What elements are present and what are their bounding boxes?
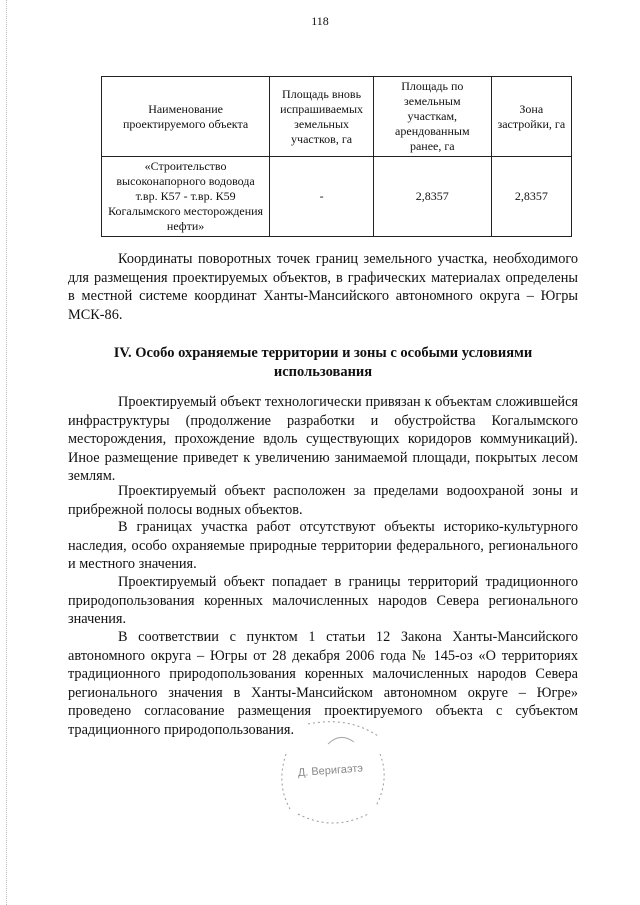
signature-stamp — [268, 714, 398, 834]
table-row — [102, 157, 572, 237]
page-number: 118 — [311, 14, 329, 28]
paragraph-water-zone: Проектируемый объект расположен за пределами водоохраной зоны и прибрежной полосы водных объектов. — [68, 483, 578, 518]
section-title — [68, 344, 578, 382]
coordinates-paragraph: Координаты поворотных точек границ земельного участка, необходимого для размещения проектируемых объектов, в графических материалах определены в местной системе координат Ханты-Мансийского автономного округа – Югры МСК-86. — [68, 251, 578, 323]
cell-leased-area: 2,8357 — [373, 157, 491, 237]
paragraph-infrastructure: Проектируемый объект технологически привязан к объектам сложившейся инфраструктуры (продолжение разработки и обустройства Когалымского месторождения, прохождение вдоль существующих коридоров коммуникаций). Иное размещение приведет к увеличению занимаемой площади, покрытых лесом землям. — [68, 394, 578, 485]
cell-object-name: «Строительство высоконапорного водовода т.вр. К57 - т.вр. К59 Когалымского месторождения нефти» — [102, 157, 270, 237]
stamp-text: Д. Веригаэтэ — [297, 762, 364, 780]
header-leased-area: Площадь по земельным участкам, арендованным ранее, га — [373, 77, 491, 157]
section-title-line-2: использования — [273, 364, 373, 380]
header-new-area: Площадь вновь испрашиваемых земельных участков, га — [270, 77, 374, 157]
paragraph-law-reference: В соответствии с пунктом 1 статьи 12 Закона Ханты-Мансийского автономного округа – Югры от 28 декабря 2006 года № 145-оз «О территориях традиционного природопользования коренных малочисленных народов Севера регионального значения в Ханты-Мансийском автономном округе – Югре» проведено согласование размещения проектируемого объекта с субъектом традиционного природопользования. — [68, 629, 578, 738]
section-title-line-1: IV. Особо охраняемые территории и зоны с особыми условиями — [113, 345, 533, 361]
land-area-table — [101, 76, 572, 237]
table-header-row — [102, 77, 572, 157]
cell-zone-area: 2,8357 — [491, 157, 571, 237]
scan-edge — [6, 0, 8, 905]
paragraph-traditional-land: Проектируемый объект попадает в границы территорий традиционного природопользования коренных малочисленных народов Севера регионального значения. — [68, 574, 578, 628]
header-object-name: Наименование проектируемого объекта — [102, 77, 270, 157]
header-zone-area: Зона застройки, га — [491, 77, 571, 157]
paragraph-heritage: В границах участка работ отсутствуют объекты историко-культурного наследия, особо охраняемые природные территории федерального, регионального и местного значения. — [68, 519, 578, 573]
cell-new-area: - — [270, 157, 374, 237]
